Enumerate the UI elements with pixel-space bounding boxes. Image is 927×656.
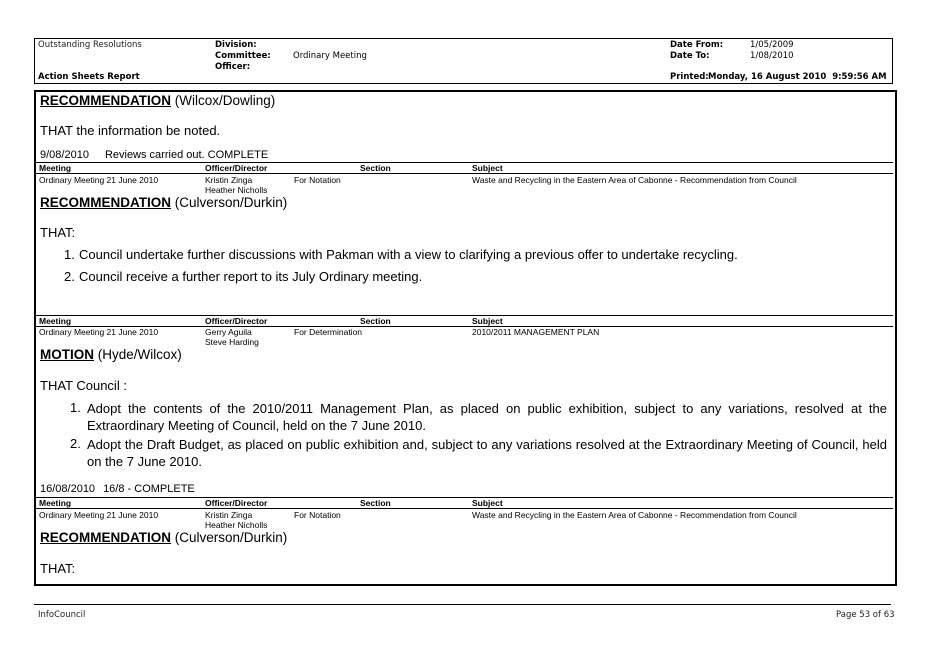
report-type: Action Sheets Report — [38, 72, 140, 82]
status-line — [40, 149, 268, 161]
recommendation-keyword: RECOMMENDATION — [40, 530, 171, 545]
date-to-value: 1/08/2010 — [750, 51, 794, 61]
table-header-top-rule — [36, 315, 893, 316]
recommendation-movers: (Culverson/Durkin) — [171, 530, 288, 545]
table-header-bottom-rule — [36, 173, 893, 174]
footer-rule — [34, 604, 891, 605]
motion-heading — [40, 347, 182, 362]
col-officer-header: Officer/Director — [205, 163, 268, 173]
status-date: 16/08/2010 — [40, 483, 96, 495]
col-subject-header: Subject — [472, 316, 503, 326]
motion-keyword: MOTION — [40, 347, 94, 362]
status-text: Reviews carried out. COMPLETE — [104, 149, 269, 161]
col-meeting-header: Meeting — [39, 163, 72, 173]
officer-cell-1: Gerry Aguila — [205, 327, 252, 337]
list-item-number: 2. — [64, 269, 75, 284]
col-section-header: Section — [360, 498, 391, 508]
table-header-bottom-rule — [36, 508, 893, 509]
table-header-top-rule — [36, 162, 893, 163]
col-officer-header: Officer/Director — [205, 498, 268, 508]
recommendation-heading — [40, 93, 275, 108]
recommendation-heading — [40, 195, 287, 210]
col-subject-header: Subject — [472, 498, 503, 508]
recommendation-heading — [40, 530, 287, 545]
motion-movers: (Hyde/Wilcox) — [94, 347, 182, 362]
section-cell: For Determination — [294, 327, 363, 337]
table-header-top-rule — [36, 497, 893, 498]
col-officer-header: Officer/Director — [205, 316, 268, 326]
list-item-number: 1. — [70, 400, 81, 415]
section-cell: For Notation — [294, 175, 341, 185]
recommendation-keyword: RECOMMENDATION — [40, 195, 171, 210]
printed-value: Monday, 16 August 2010 9:59:56 AM — [708, 72, 887, 82]
officer-cell-2: Steve Harding — [205, 337, 259, 347]
status-text: 16/8 - COMPLETE — [103, 483, 195, 495]
officer-cell-1: Kristin Zinga — [205, 510, 253, 520]
printed-label: Printed: — [670, 72, 709, 82]
meeting-cell: Ordinary Meeting 21 June 2010 — [39, 327, 159, 337]
date-to-label: Date To: — [670, 51, 710, 61]
meeting-cell: Ordinary Meeting 21 June 2010 — [39, 510, 159, 520]
recommendation-movers: (Wilcox/Dowling) — [171, 93, 276, 108]
col-section-header: Section — [360, 316, 391, 326]
officer-cell-1: Kristin Zinga — [205, 175, 253, 185]
col-section-header: Section — [360, 163, 391, 173]
officer-cell-2: Heather Nicholls — [205, 520, 268, 530]
list-item: Adopt the contents of the 2010/2011 Management Plan, as placed on public exhibition, subject to any variations, resolved at the Extraordinary Meeting of Council, held on the 7 June 2010. — [87, 401, 887, 433]
table-header-bottom-rule — [36, 326, 893, 327]
committee-value: Ordinary Meeting — [293, 51, 367, 61]
col-subject-header: Subject — [472, 163, 503, 173]
status-line — [40, 483, 195, 495]
footer-app-name: InfoCouncil — [38, 610, 86, 620]
list-item-number: 1. — [64, 247, 75, 262]
resolution-text: THAT the information be noted. — [40, 123, 221, 138]
subject-cell: Waste and Recycling in the Eastern Area of Cabonne - Recommendation from Council — [472, 510, 797, 520]
list-item-number: 2. — [70, 436, 81, 451]
status-date: 9/08/2010 — [40, 149, 89, 161]
subject-cell: Waste and Recycling in the Eastern Area of Cabonne - Recommendation from Council — [472, 175, 797, 185]
division-label: Division: — [215, 40, 257, 50]
date-from-value: 1/05/2009 — [750, 40, 794, 50]
recommendation-keyword: RECOMMENDATION — [40, 93, 171, 108]
list-item: Adopt the Draft Budget, as placed on public exhibition and, subject to any variations resolved at the Extraordinary Meeting of Council, held on the 7 June 2010. — [87, 437, 887, 469]
list-item: Council receive a further report to its July Ordinary meeting. — [79, 269, 423, 284]
date-from-label: Date From: — [670, 40, 724, 50]
list-item: Council undertake further discussions with Pakman with a view to clarifying a previous offer to undertake recycling. — [79, 247, 738, 262]
officer-label: Officer: — [215, 62, 251, 72]
page-number: Page 53 of 63 — [836, 610, 895, 620]
officer-cell-2: Heather Nicholls — [205, 185, 268, 195]
meeting-cell: Ordinary Meeting 21 June 2010 — [39, 175, 159, 185]
section-cell: For Notation — [294, 510, 341, 520]
report-name: Outstanding Resolutions — [38, 40, 142, 50]
that-label: THAT: — [40, 561, 76, 576]
subject-cell: 2010/2011 MANAGEMENT PLAN — [472, 327, 600, 337]
that-label: THAT Council : — [40, 378, 127, 393]
col-meeting-header: Meeting — [39, 498, 72, 508]
committee-label: Committee: — [215, 51, 271, 61]
col-meeting-header: Meeting — [39, 316, 72, 326]
that-label: THAT: — [40, 225, 76, 240]
recommendation-movers: (Culverson/Durkin) — [171, 195, 288, 210]
